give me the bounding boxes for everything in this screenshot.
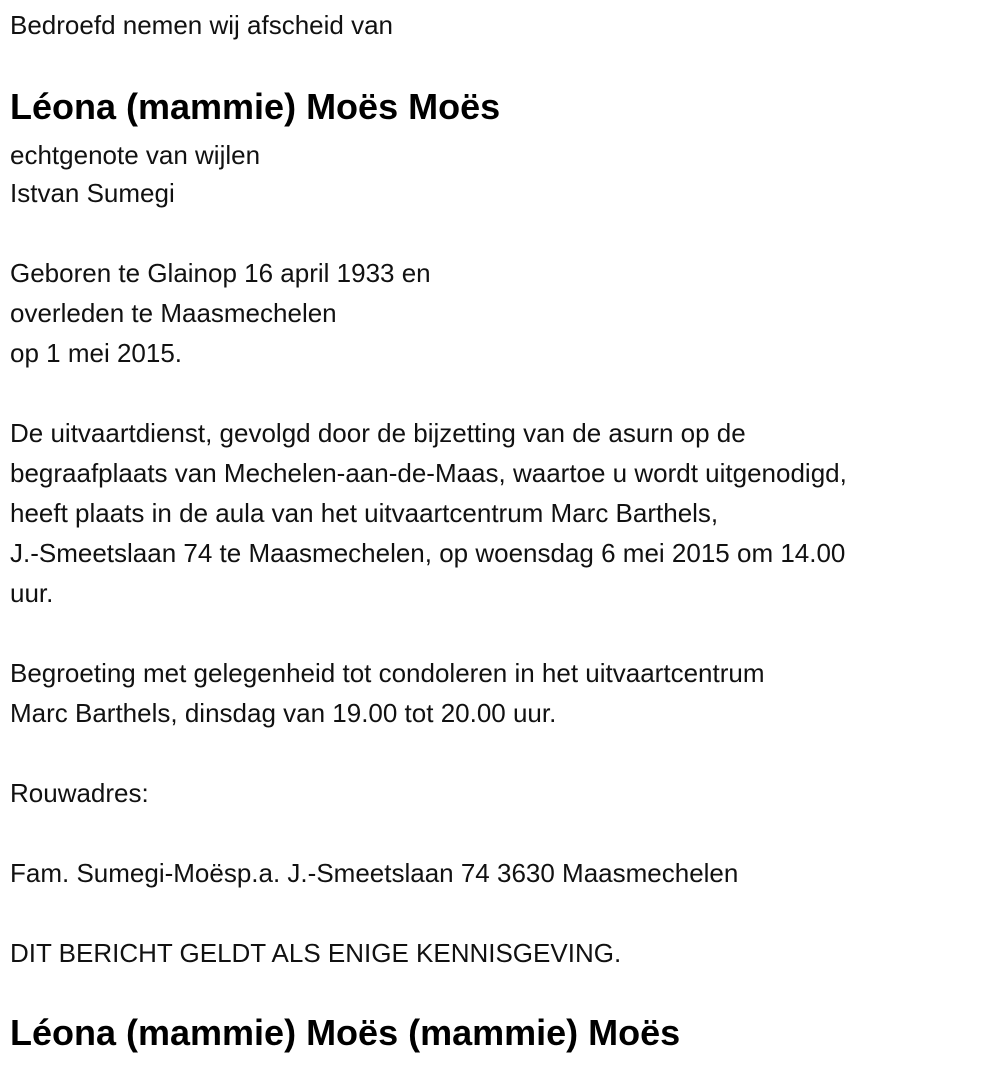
spouse-line: echtgenote van wijlen: [10, 140, 261, 170]
funeral-line: begraafplaats van Mechelen-aan-de-Maas, waartoe u wordt uitgenodigd,: [10, 458, 847, 488]
address-text: Fam. Sumegi-Moësp.a. J.-Smeetslaan 74 3630 Maasmechelen: [10, 858, 739, 888]
intro-text: Bedroefd nemen wij afscheid van: [10, 10, 394, 40]
greeting-line: Marc Barthels, dinsdag van 19.00 tot 20.00 uur.: [10, 698, 557, 728]
birth-line: Geboren te Glainop 16 april 1933 en: [10, 258, 431, 288]
death-date-line: op 1 mei 2015.: [10, 338, 183, 368]
funeral-line: heeft plaats in de aula van het uitvaartcentrum Marc Barthels,: [10, 498, 719, 528]
funeral-line: De uitvaartdienst, gevolgd door de bijzetting van de asurn op de: [10, 418, 746, 448]
address-label: Rouwadres:: [10, 778, 149, 808]
greeting-line: Begroeting met gelegenheid tot condoleren in het uitvaartcentrum: [10, 658, 765, 688]
deceased-name-heading: Léona (mammie) Moës Moës: [10, 86, 501, 127]
funeral-line: J.-Smeetslaan 74 te Maasmechelen, op woensdag 6 mei 2015 om 14.00: [10, 538, 846, 568]
notice-text: DIT BERICHT GELDT ALS ENIGE KENNISGEVING.: [10, 938, 622, 968]
footer-name-heading: Léona (mammie) Moës (mammie) Moës: [10, 1012, 681, 1053]
death-place-line: overleden te Maasmechelen: [10, 298, 337, 328]
funeral-line: uur.: [10, 578, 54, 608]
spouse-name: Istvan Sumegi: [10, 178, 175, 208]
